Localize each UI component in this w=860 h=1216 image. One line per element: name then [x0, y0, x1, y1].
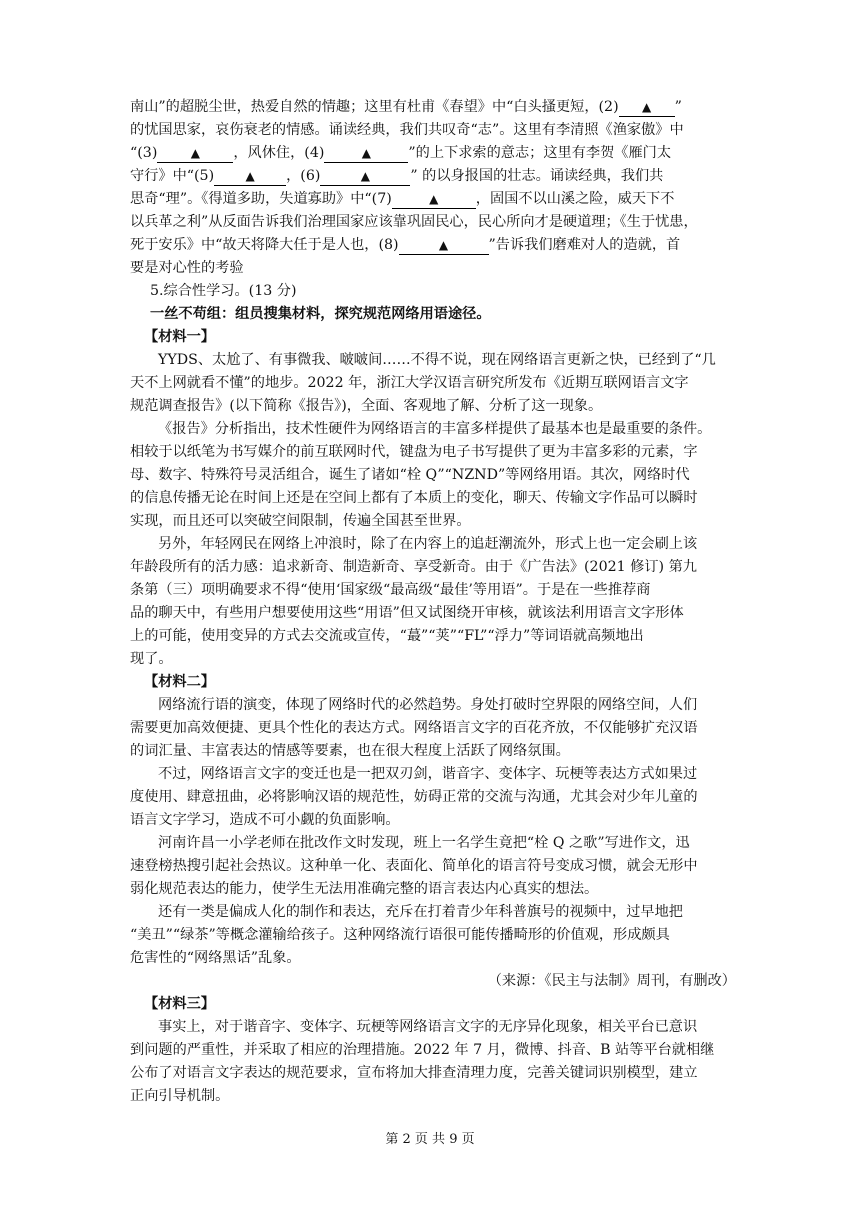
source-line	[130, 970, 736, 992]
answer-blank-6[interactable]	[320, 169, 410, 186]
triangle-icon: ▲	[641, 100, 652, 114]
paragraph-line: 《报告》分析指出，技术性硬件为网络语言的丰富多样提供了最基本也是最重要的条件。	[158, 421, 712, 437]
text-segment: 死于安乐》中“故天将降大任于是人也，(8)	[130, 237, 399, 253]
paragraph-line: 现了。	[130, 651, 173, 667]
answer-blank-3[interactable]	[157, 146, 233, 163]
page-number-footer: 第 2 页 共 9 页	[385, 1132, 475, 1147]
paragraph-line: 品的聊天中，有些用户想要使用这些“用语”但又试图绕开审核，就该法利用语言文字形体	[130, 605, 684, 621]
material-heading: 【材料三】	[144, 996, 215, 1012]
page-body	[130, 96, 736, 1108]
triangle-icon: ▲	[361, 146, 372, 160]
material-heading: 【材料一】	[144, 329, 215, 345]
text-segment: 思奇“理”。《得道多助，失道寡助》中“(7)	[130, 191, 392, 207]
text-segment: 南山”的超脱尘世，热爱自然的情趣；这里有杜甫《春望》中“白头搔更短，(2)	[130, 99, 619, 115]
question-title: 5.综合性学习。(13 分)	[150, 283, 297, 299]
triangle-icon: ▲	[429, 192, 439, 206]
paragraph-line: 事实上，对于谐音字、变体字、玩梗等网络语言文字的无序异化现象，相关平台已意识	[158, 1019, 698, 1035]
paragraph-line: 天不上网就看不懂”的地步。2022 年，浙江大学汉语言研究所发布《近期互联网语言文字	[130, 375, 689, 391]
paragraph-line: 度使用、肆意扭曲，必将影响汉语的规范性，妨碍正常的交流与沟通，尤其会对少年儿童的	[130, 789, 698, 805]
triangle-icon: ▲	[190, 146, 200, 160]
triangle-icon: ▲	[245, 169, 255, 183]
text-line	[130, 188, 736, 210]
text-segment: “(3)	[130, 145, 158, 161]
paragraph-line: YYDS、太尬了、有事微我、啵啵间……不得不说，现在网络语言更新之快，已经到了“几	[158, 352, 716, 368]
text-segment: ，风休住，(4)	[233, 145, 325, 161]
text-segment: ，固国不以山溪之险，威天下不	[475, 191, 675, 207]
text-line	[130, 165, 736, 187]
text-segment: ”的上下求索的意志；这里有李贺《雁门太	[408, 145, 672, 161]
triangle-icon: ▲	[360, 169, 371, 183]
text-line	[130, 142, 736, 164]
text-segment: ”	[674, 99, 682, 115]
paragraph-line: 规范调查报告》(以下简称《报告》)，全面、客观地了解、分析了这一现象。	[130, 398, 603, 414]
text-line: 的忧国思家，哀伤衰老的情感。诵读经典，我们共叹奇“志”。这里有李清照《渔家傲》中	[130, 122, 684, 138]
text-line: 要是对心性的考验	[130, 260, 244, 276]
paragraph-line: 弱化规范表达的能力，使学生无法用准确完整的语言表达内心真实的想法。	[130, 881, 599, 897]
paragraph-line: “美丑”“绿茶”等概念灌输给孩子。这种网络流行语很可能传播畸形的价值观，形成颇具	[130, 927, 670, 943]
answer-blank-2[interactable]	[619, 100, 675, 117]
paragraph-line: 条第（三）项明确要求不得“使用‘国家级“最高级“最佳’等用语”。于是在一些推荐商	[130, 582, 651, 598]
text-segment: ，(6)	[286, 168, 321, 184]
paragraph-line: 相较于以纸笔为书写媒介的前互联网时代，键盘为电子书写提供了更为丰富多彩的元素，字	[130, 444, 698, 460]
text-segment: 守行》中“(5)	[130, 168, 215, 184]
text-line	[130, 96, 736, 118]
answer-blank-4[interactable]	[324, 146, 408, 163]
paragraph-line: 语言文字学习，造成不可小觑的负面影响。	[130, 812, 400, 828]
paragraph-line: 另外，年轻网民在网络上冲浪时，除了在内容上的追赶潮流外，形式上也一定会刷上该	[158, 536, 698, 552]
paragraph-line: 河南许昌一小学老师在批改作文时发现，班上一名学生竟把“栓 Q 之歌”写进作文，迅	[158, 835, 690, 851]
paragraph-line: 危害性的“网络黑话”乱象。	[130, 950, 301, 966]
question-task: 一丝不苟组：组员搜集材料，探究规范网络用语途径。	[150, 306, 491, 322]
text-segment: ”告诉我们磨难对人的造就，首	[488, 237, 681, 253]
paragraph-line: 的词汇量、丰富表达的情感等要素，也在很大程度上活跃了网络氛围。	[130, 743, 570, 759]
paragraph-line: 的信息传播无论在时间上还是在空间上都有了本质上的变化，聊天、传输文字作品可以瞬时	[130, 490, 698, 506]
source-citation: （来源：《民主与法制》周刊，有删改）	[487, 973, 736, 989]
paragraph-line: 正向引导机制。	[130, 1088, 230, 1104]
triangle-icon: ▲	[438, 238, 449, 252]
material-heading: 【材料二】	[144, 674, 215, 690]
paragraph-line: 还有一类是偏成人化的制作和表达，充斥在打着青少年科普旗号的视频中，过早地把	[158, 904, 683, 920]
paragraph-line: 网络流行语的演变，体现了网络时代的必然趋势。身处打破时空界限的网络空间，人们	[158, 697, 698, 713]
paragraph-line: 速登榜热搜引起社会热议。这种单一化、表面化、简单化的语言符号变成习惯，就会无形中	[130, 858, 698, 874]
paragraph-line: 年龄段所有的活力感：追求新奇、制造新奇、享受新奇。由于《广告法》(2021 修订) 第九	[130, 559, 697, 575]
text-segment: ” 的以身报国的壮志。诵读经典，我们共	[410, 168, 664, 184]
paragraph-line: 上的可能，使用变异的方式去交流或宣传，“蕞”“荚”“FL”“浮力”等词语就高频地出	[130, 628, 644, 644]
paragraph-line: 公布了对语言文字表达的规范要求，宣布将加大排查清理力度，完善关键词识别模型，建立	[130, 1065, 698, 1081]
text-line	[130, 234, 736, 256]
paragraph-line: 实现，而且还可以突破空间限制，传遍全国甚至世界。	[130, 513, 471, 529]
paragraph-line: 不过，网络语言文字的变迁也是一把双刃剑，谐音字、变体字、玩梗等表达方式如果过	[158, 766, 698, 782]
answer-blank-7[interactable]	[392, 192, 476, 209]
answer-blank-5[interactable]	[214, 169, 286, 186]
answer-blank-8[interactable]	[399, 238, 489, 255]
text-line: 以兵革之利”从反面告诉我们治理国家应该靠巩固民心，民心所向才是硬道理；《生于忧患，	[130, 214, 698, 230]
paragraph-line: 到问题的严重性，并采取了相应的治理措施。2022 年 7 月，微博、抖音、B 站等平台就相继	[130, 1042, 715, 1058]
paragraph-line: 母、数字、特殊符号灵活组合，诞生了诸如“栓 Q”“NZND”等网络用语。其次，网络时代	[130, 467, 690, 483]
paragraph-line: 需要更加高效便捷、更具个性化的表达方式。网络语言文字的百花齐放，不仅能够扩充汉语	[130, 720, 698, 736]
